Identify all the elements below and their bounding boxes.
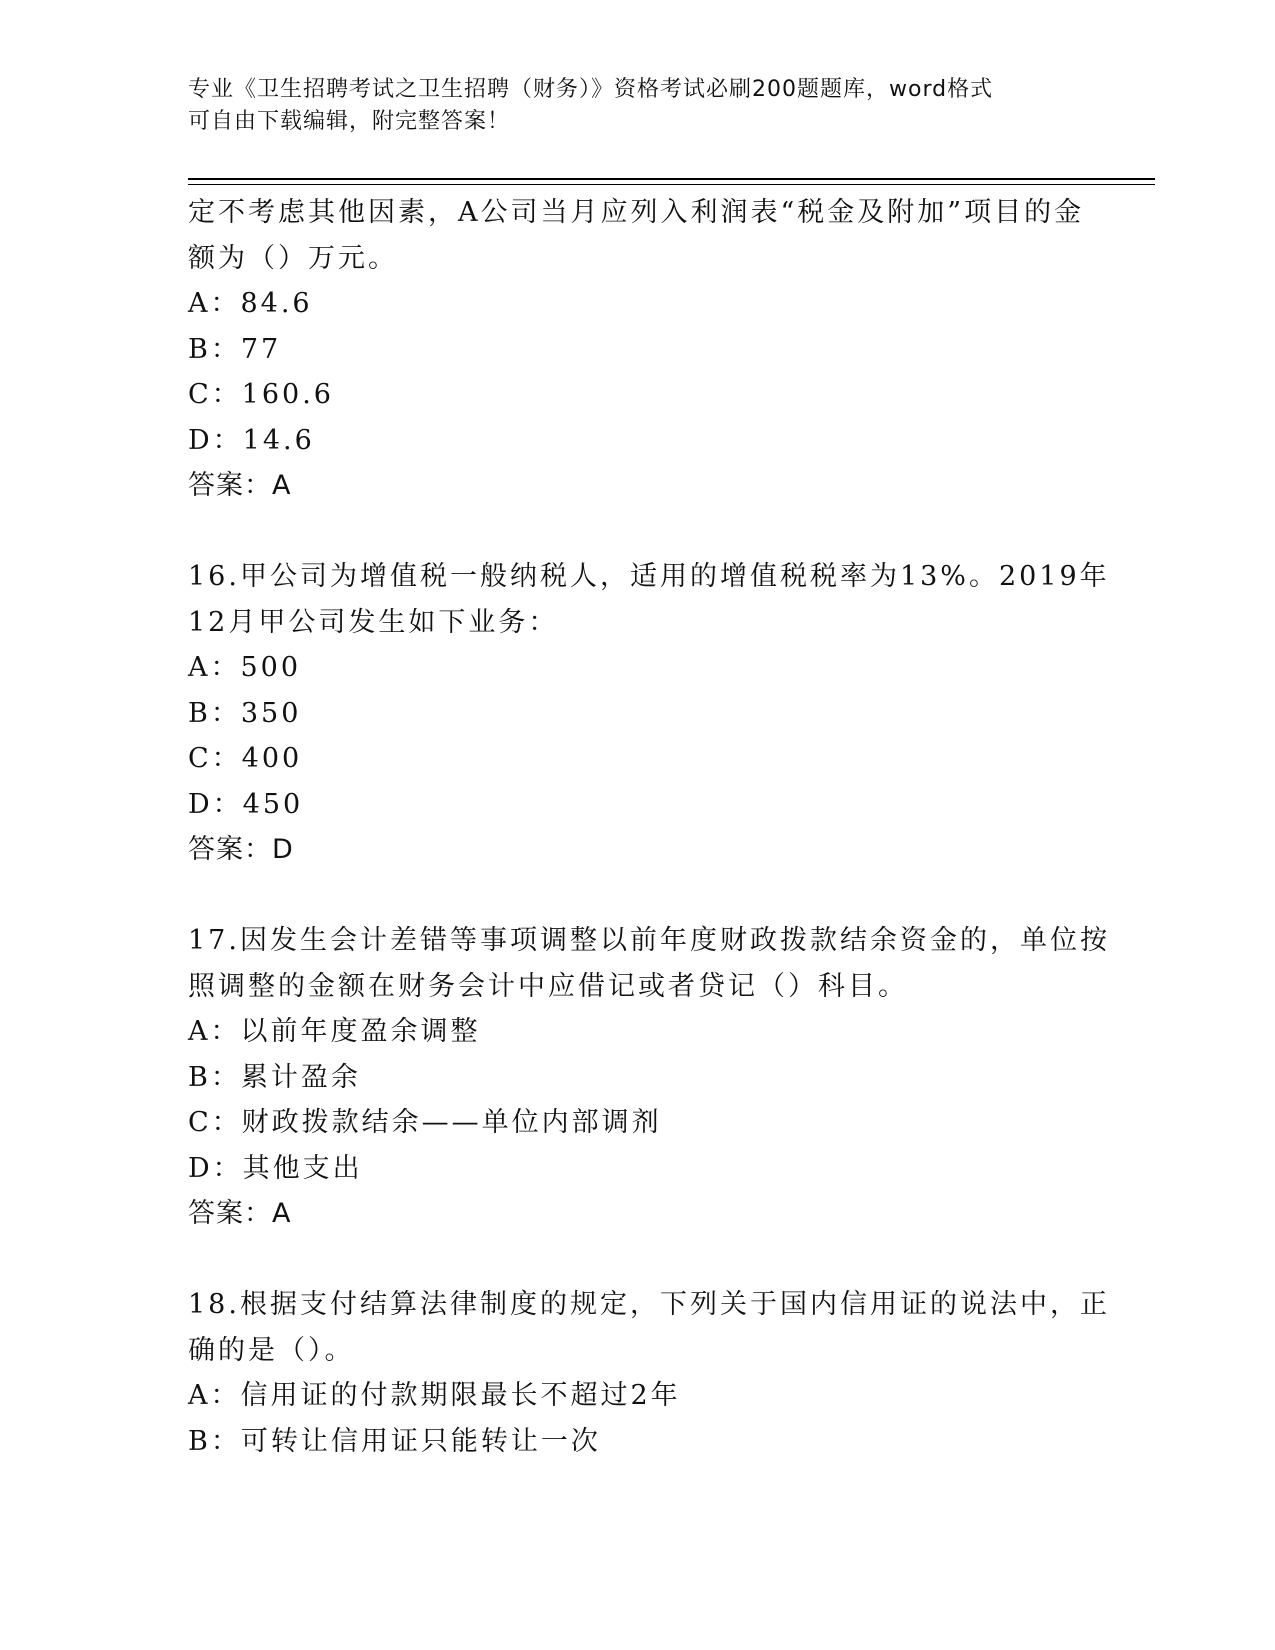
question-spacer bbox=[188, 873, 1088, 919]
option-b: B：350 bbox=[188, 697, 302, 729]
question-spacer bbox=[188, 509, 1088, 555]
question-stem-line: 确的是（）。 bbox=[188, 1334, 355, 1366]
option-c: C：160.6 bbox=[188, 379, 334, 410]
answer-line: 答案：D bbox=[188, 834, 294, 865]
question-stem-line: 18.根据支付结算法律制度的规定，下列关于国内信用证的说法中，正 bbox=[188, 1289, 1110, 1320]
option-a: A：以前年度盈余调整 bbox=[188, 1016, 481, 1047]
option-d: D：其他支出 bbox=[188, 1152, 363, 1184]
option-a: A：84.6 bbox=[188, 288, 313, 319]
option-d: D：14.6 bbox=[188, 424, 315, 456]
option-c: C：财政拨款结余——单位内部调剂 bbox=[188, 1107, 662, 1138]
question-stem-line: 额为（）万元。 bbox=[188, 242, 398, 274]
answer-line: 答案：A bbox=[188, 1198, 292, 1229]
question-list bbox=[188, 190, 1110, 1464]
option-b: B：可转让信用证只能转让一次 bbox=[188, 1425, 601, 1457]
header-title-line1: 专业《卫生招聘考试之卫生招聘（财务）》资格考试必刷200题题库，word格式 bbox=[188, 77, 994, 102]
header-divider-thin bbox=[188, 184, 1155, 185]
option-b: B：累计盈余 bbox=[188, 1061, 361, 1093]
question-15 bbox=[188, 190, 1088, 509]
option-d: D：450 bbox=[188, 788, 304, 820]
header-title-line2: 可自由下载编辑，附完整答案！ bbox=[188, 109, 511, 134]
option-c: C：400 bbox=[188, 743, 303, 774]
option-a: A：500 bbox=[188, 652, 302, 683]
question-stem-line: 17.因发生会计差错等事项调整以前年度财政拨款结余资金的，单位按 bbox=[188, 925, 1110, 956]
option-a: A：信用证的付款期限最长不超过2年 bbox=[188, 1380, 681, 1411]
question-stem-line: 16.甲公司为增值税一般纳税人，适用的增值税税率为13%。2019年 bbox=[188, 561, 1110, 592]
question-stem-line: 照调整的金额在财务会计中应借记或者贷记（）科目。 bbox=[188, 970, 908, 1002]
option-b: B：77 bbox=[188, 333, 282, 365]
question-17 bbox=[188, 918, 1110, 1237]
document-header bbox=[188, 74, 1088, 138]
header-divider-thick bbox=[188, 178, 1155, 180]
question-16 bbox=[188, 554, 1110, 873]
question-stem-line: 定不考虑其他因素，A公司当月应列入利润表“税金及附加”项目的金 bbox=[188, 197, 1085, 228]
question-18 bbox=[188, 1282, 1110, 1464]
question-stem-line: 12月甲公司发生如下业务： bbox=[188, 606, 559, 638]
answer-line: 答案：A bbox=[188, 470, 292, 501]
question-spacer bbox=[188, 1237, 1088, 1283]
